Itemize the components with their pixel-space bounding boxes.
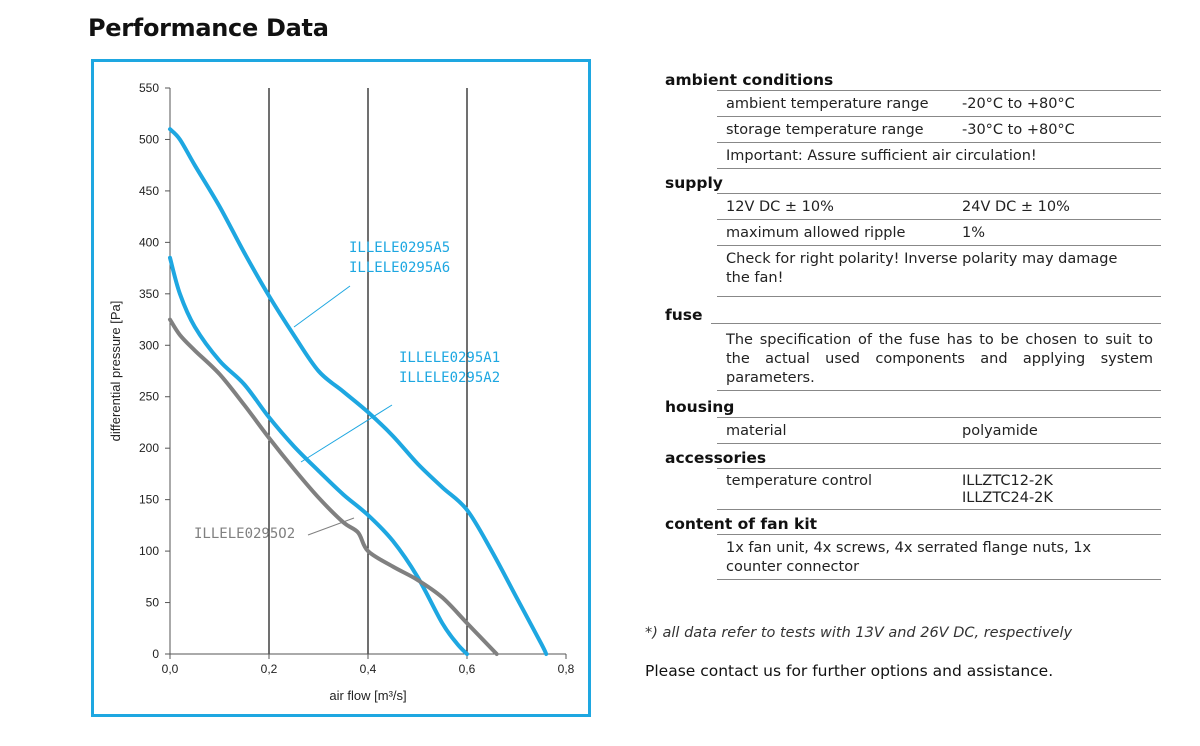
spec-value: 24V DC ± 10% — [962, 199, 1070, 215]
section-ambient-conditions — [665, 66, 1161, 90]
spec-row — [717, 91, 1161, 117]
divider — [711, 323, 1161, 324]
spec-value: -20°C to +80°C — [962, 96, 1075, 112]
chart-svg — [94, 62, 588, 714]
x-tick-label: 0,6 — [458, 662, 476, 676]
spec-note — [717, 246, 1161, 297]
series-line — [170, 129, 546, 654]
section-supply — [665, 169, 1161, 193]
spec-label: material — [726, 423, 787, 439]
series-label: ILLELE0295A2 — [399, 370, 501, 386]
spec-row — [717, 418, 1161, 444]
spec-label: maximum allowed ripple — [726, 225, 906, 241]
series-label: ILLELE0295A1 — [399, 350, 501, 366]
y-tick-label: 400 — [138, 235, 159, 250]
y-tick-label: 350 — [138, 286, 159, 301]
spec-note-line: Check for right polarity! Inverse polarity may damage — [726, 251, 1118, 267]
y-tick-label: 50 — [145, 595, 159, 610]
chart-series — [170, 129, 546, 654]
section-housing — [665, 393, 1161, 417]
series-label: ILLELE0295O2 — [194, 526, 296, 542]
y-tick-label: 200 — [138, 441, 159, 456]
spec-label: ambient temperature range — [726, 96, 929, 112]
spec-value: polyamide — [962, 423, 1038, 439]
spec-note: The specification of the fuse has to be chosen to suit to the actual used components and applying system parameters. — [717, 325, 1161, 391]
performance-chart — [91, 59, 591, 717]
section-fuse — [665, 301, 1161, 325]
spec-row — [717, 117, 1161, 143]
section-heading: housing — [665, 398, 735, 416]
spec-label: storage temperature range — [726, 122, 924, 138]
spec-value: 1% — [962, 225, 986, 241]
specifications — [665, 66, 1161, 580]
supply-rows — [717, 193, 1161, 297]
spec-note — [717, 535, 1161, 580]
x-tick-label: 0,4 — [359, 662, 377, 676]
y-tick-label: 450 — [138, 183, 159, 198]
x-tick-label: 0,0 — [161, 662, 179, 676]
spec-row — [717, 194, 1161, 220]
y-tick-label: 0 — [152, 647, 159, 661]
accessories-rows — [717, 468, 1161, 510]
section-heading: supply — [665, 174, 723, 192]
spec-note-line: the fan! — [726, 270, 784, 286]
section-heading: fuse — [665, 306, 703, 324]
y-tick-label: 150 — [138, 492, 159, 507]
spec-value — [962, 473, 1161, 507]
spec-note-line: 1x fan unit, 4x screws, 4x serrated flange nuts, 1x — [726, 540, 1092, 556]
x-axis-label: air flow [m³/s] — [329, 688, 407, 703]
spec-label: 12V DC ± 10% — [726, 199, 834, 215]
leader-line — [301, 405, 392, 462]
y-axis-label: differential pressure [Pa] — [108, 300, 123, 442]
section-heading: ambient conditions — [665, 71, 834, 89]
spec-value: -30°C to +80°C — [962, 122, 1075, 138]
section-heading: content of fan kit — [665, 515, 818, 533]
x-tick-label: 0,8 — [557, 662, 575, 676]
y-tick-label: 100 — [138, 544, 159, 559]
footnote: *) all data refer to tests with 13V and 26V DC, respectively — [645, 625, 1073, 641]
series-line — [170, 258, 467, 654]
spec-value-line: ILLZTC12-2K — [962, 473, 1053, 489]
ambient-rows — [717, 90, 1161, 169]
section-fan-kit — [665, 510, 1161, 534]
y-tick-label: 300 — [138, 338, 159, 353]
series-label: ILLELE0295A6 — [349, 260, 451, 276]
kit-rows — [717, 534, 1161, 580]
y-tick-label: 550 — [138, 81, 159, 95]
series-label: ILLELE0295A5 — [349, 240, 451, 256]
x-tick-label: 0,2 — [260, 662, 278, 676]
y-tick-label: 250 — [138, 389, 159, 404]
section-heading: accessories — [665, 449, 767, 467]
leader-line — [294, 286, 350, 327]
fuse-rows — [717, 325, 1161, 391]
y-tick-label: 500 — [138, 132, 159, 147]
spec-row — [717, 220, 1161, 246]
spec-row — [717, 469, 1161, 510]
spec-value-line: ILLZTC24-2K — [962, 490, 1053, 506]
page-title: Performance Data — [88, 14, 329, 42]
spec-note: Important: Assure sufficient air circulation! — [717, 143, 1161, 169]
section-accessories — [665, 444, 1161, 468]
spec-label: temperature control — [726, 473, 873, 489]
contact-text: Please contact us for further options and assistance. — [645, 662, 1054, 680]
spec-note-line: counter connector — [726, 559, 860, 575]
housing-rows — [717, 417, 1161, 444]
